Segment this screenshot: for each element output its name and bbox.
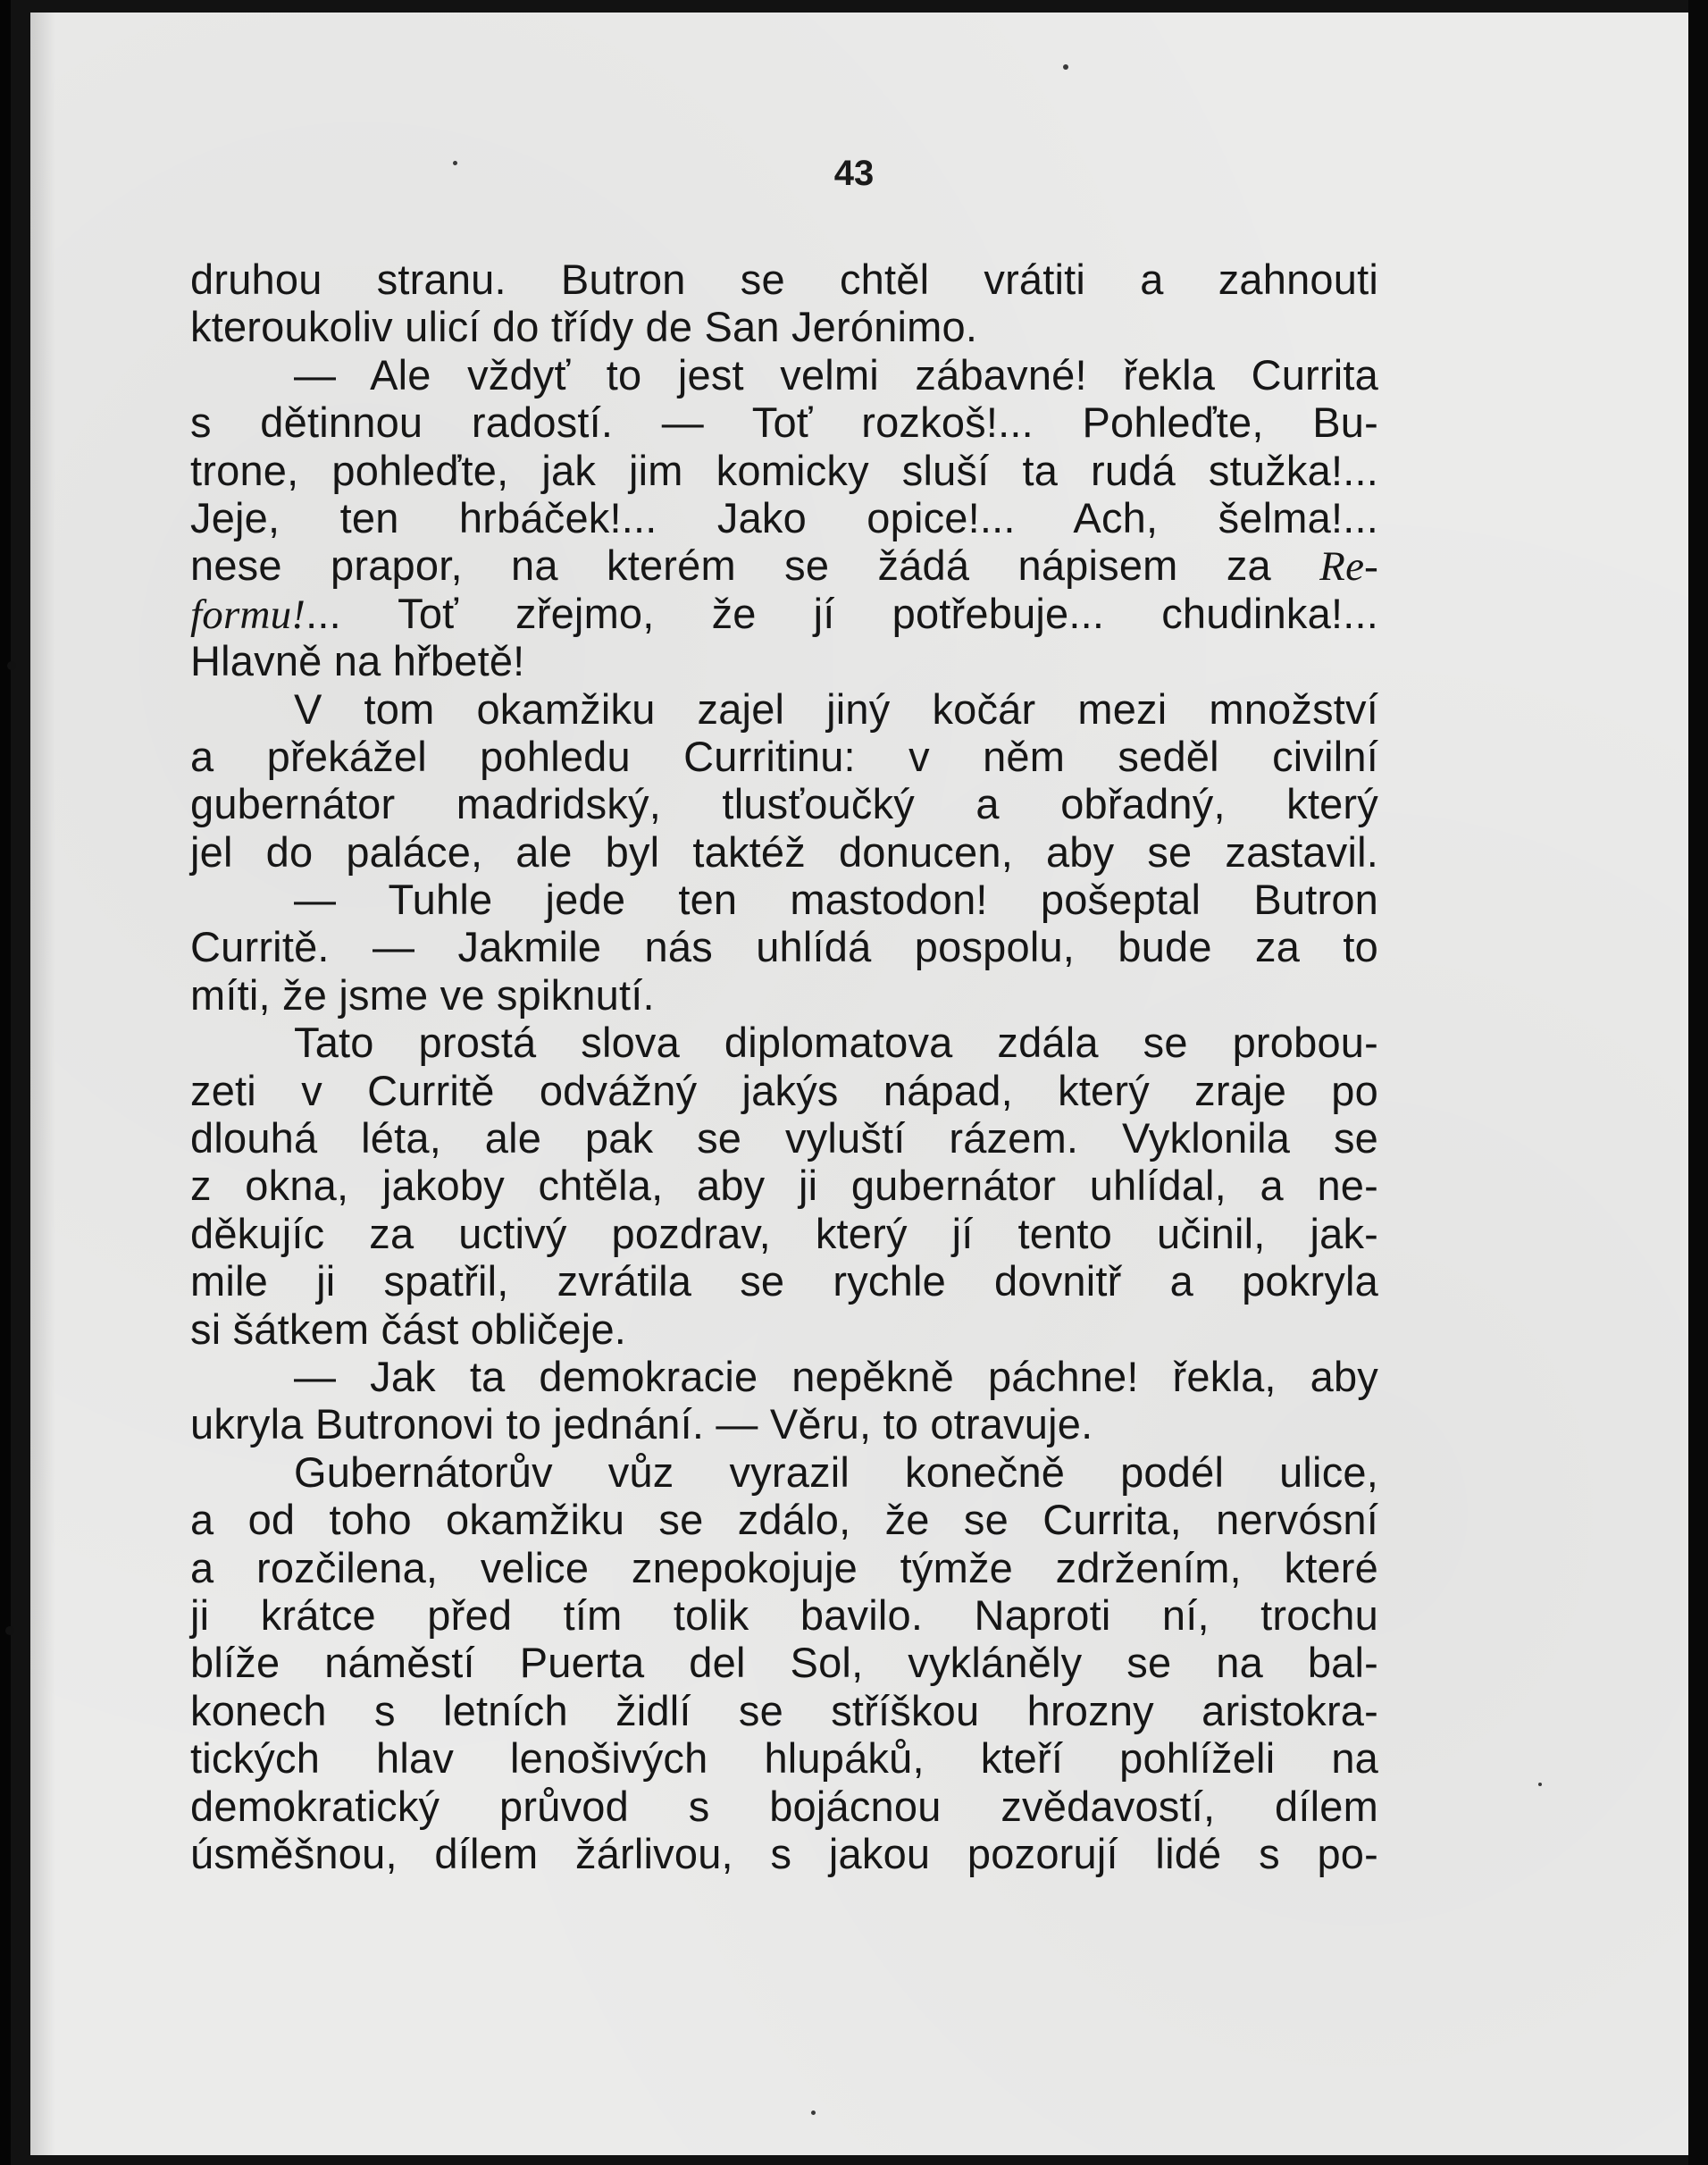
text-line — [190, 541, 1378, 589]
text-line: blíže náměstí Puerta del Sol, vykláněly se na bal- — [190, 1639, 1378, 1687]
text-line: jel do paláce, ale byl taktéž donucen, aby se zastavil. — [190, 827, 1378, 876]
text-line: Hlavně na hřbetě! — [190, 637, 525, 685]
text-line: — Tuhle jede ten mastodon! pošeptal Butron — [294, 876, 1378, 924]
text-line: gubernátor madridský, tlusťoučký a obřadný, který — [190, 780, 1378, 828]
text-line: děkujíc za uctivý pozdrav, který jí tento učinil, jak- — [190, 1209, 1378, 1257]
italic-text: Re- — [1319, 543, 1378, 591]
text-line: a od toho okamžiku se zdálo, že se Currita, nervósní — [190, 1496, 1378, 1544]
text-line: Curritě. — Jakmile nás uhlídá pospolu, bude za to — [190, 923, 1378, 971]
text-line: Jeje, ten hrbáček!... Jako opice!... Ach, šelma!... — [190, 493, 1378, 541]
text-line: si šátkem část obličeje. — [190, 1305, 627, 1353]
text-segment: ... Toť zřejmo, že jí potřebuje... chudinka!... — [306, 589, 1378, 637]
text-line: Tato prostá slova diplomatova zdála se probou- — [294, 1019, 1378, 1067]
text-line: V tom okamžiku zajel jiný kočár mezi množství — [294, 684, 1378, 733]
scan-right-edge — [1688, 0, 1708, 2165]
text-line: ukryla Butronovi to jednání. — Věru, to otravuje. — [190, 1400, 1093, 1448]
text-line: — Jak ta demokracie nepěkně páchne! řekla, aby — [294, 1352, 1378, 1400]
ink-speck — [1063, 64, 1068, 70]
text-line: míti, že jsme ve spiknutí. — [190, 970, 655, 1019]
text-line: druhou stranu. Butron se chtěl vrátiti a zahnouti — [190, 256, 1378, 303]
ink-speck — [811, 2110, 816, 2115]
text-line: zeti v Curritě odvážný jakýs nápad, který zraje po — [190, 1066, 1378, 1114]
text-segment: nese prapor, na kterém se žádá nápisem za — [190, 541, 1271, 590]
text-line: — Ale vždyť to jest velmi zábavné! řekla Currita — [294, 350, 1378, 399]
text-line: a překážel pohledu Curritinu: v něm seděl civilní — [190, 732, 1378, 780]
text-line: konech s letních židlí se stříškou hrozny aristokra- — [190, 1686, 1378, 1734]
text-line: mile ji spatřil, zvrátila se rychle dovnitř a pokryla — [190, 1257, 1378, 1305]
body-text — [190, 256, 1378, 1877]
ink-speck — [5, 1626, 14, 1635]
text-line: tických hlav lenošivých hlupáků, kteří pohlíželi na — [190, 1734, 1378, 1783]
ink-speck — [7, 661, 16, 670]
text-line: s dětinnou radostí. — Toť rozkoš!... Pohleďte, Bu- — [190, 399, 1378, 447]
text-line: trone, pohleďte, jak jim komicky sluší ta rudá stužka!... — [190, 446, 1378, 494]
scan-left-edge — [0, 0, 11, 2165]
text-line: Gubernátorův vůz vyrazil konečně podél ulice, — [294, 1448, 1378, 1496]
ink-speck — [1538, 1783, 1542, 1786]
text-line: demokratický průvod s bojácnou zvědavostí, dílem — [190, 1782, 1378, 1830]
text-line: dlouhá léta, ale pak se vyluští rázem. Vyklonila se — [190, 1114, 1378, 1162]
text-line: a rozčilena, velice znepokojuje týmže zdržením, které — [190, 1543, 1378, 1591]
text-line: úsměšnou, dílem žárlivou, s jakou pozorují lidé s po- — [190, 1829, 1378, 1877]
page-number: 43 — [833, 154, 875, 193]
text-line: ji krátce před tím tolik bavilo. Naproti ní, trochu — [190, 1590, 1378, 1639]
italic-text: formu! — [190, 591, 306, 638]
text-line — [190, 590, 1378, 637]
text-line: z okna, jakoby chtěla, aby ji gubernátor uhlídal, a ne- — [190, 1162, 1378, 1210]
text-line: kteroukoliv ulicí do třídy de San Jerónimo. — [190, 303, 978, 351]
